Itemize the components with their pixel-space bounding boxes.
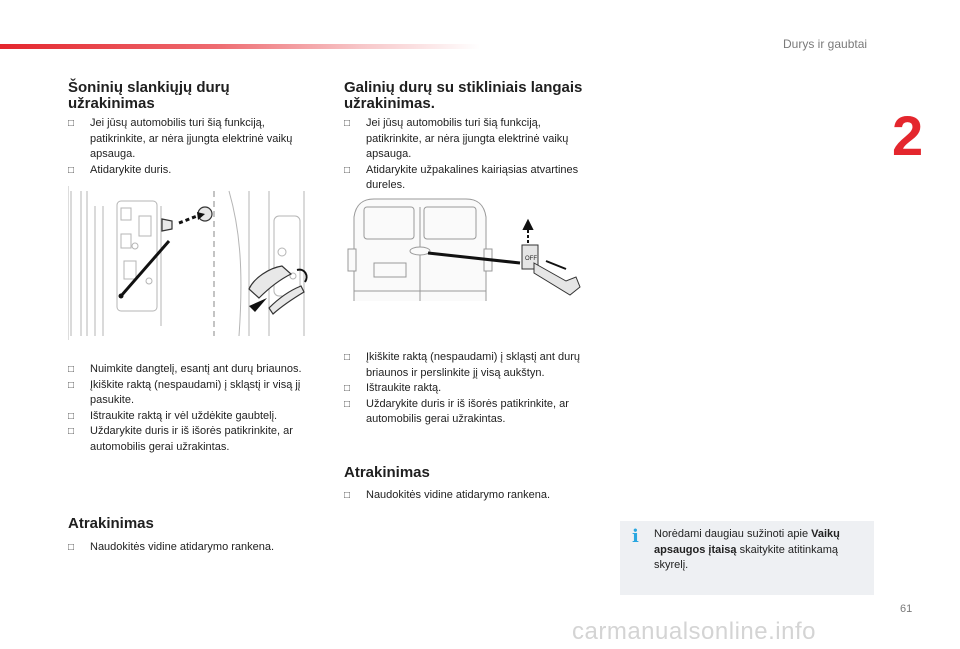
- list-item: □ Jei jūsų automobilis turi šią funkciją, patikrinkite, ar nėra įjungta elektrinė vaikų apsauga.: [68, 117, 293, 160]
- bullet-square-icon: □: [344, 352, 351, 363]
- header-accent-bar: [0, 44, 480, 49]
- list-item: □ Įkiškite raktą (nespaudami) į skląstį ant durų briaunos ir perslinkite jį visą aukštyn.: [344, 351, 580, 379]
- list-item: □ Atidarykite užpakalines kairiąsias atvartines dureles.: [344, 163, 579, 191]
- list-item: □ Atidarykite duris.: [68, 163, 318, 179]
- left-title: Šoninių slankiųjų durų užrakinimas: [68, 79, 230, 112]
- bullet-square-icon: □: [344, 398, 351, 410]
- middle-steps-list: [344, 350, 600, 428]
- list-item: □ Ištraukite raktą ir vėl uždėkite gaubtelį.: [68, 409, 326, 425]
- bullet-square-icon: □: [344, 383, 351, 394]
- bullet-square-icon: □: [68, 410, 75, 422]
- van-rear-drawing: [344, 197, 596, 303]
- bullet-square-icon: □: [344, 490, 351, 501]
- bullet-square-icon: □: [68, 426, 75, 437]
- list-item: □ Įkiškite raktą (nespaudami) į skląstį ir visą jį pasukite.: [68, 378, 301, 406]
- middle-title: Galinių durų su stikliniais langais užrakinimas.: [344, 79, 583, 112]
- left-intro-list: [68, 116, 318, 178]
- list-item: □ Naudokitės vidine atidarymo rankena.: [68, 540, 326, 556]
- lock-switch-label: OFF: [525, 256, 537, 262]
- sliding-door-drawing: [69, 186, 321, 340]
- section-title: Durys ir gaubtai: [783, 37, 868, 51]
- list-item: □ Ištraukite raktą.: [344, 381, 600, 397]
- bullet-square-icon: □: [68, 364, 75, 375]
- left-steps-list: [68, 362, 326, 455]
- middle-unlock-title: Atrakinimas: [344, 464, 430, 481]
- left-unlock-title: Atrakinimas: [68, 515, 154, 532]
- middle-unlock-list: [344, 488, 602, 504]
- list-item: □ Jei jūsų automobilis turi šią funkciją, patikrinkite, ar nėra įjungta elektrinė vaikų apsauga.: [344, 117, 569, 160]
- list-item: □ Uždarykite duris ir iš išorės patikrinkite, ar automobilis gerai užrakintas.: [344, 397, 569, 425]
- bullet-square-icon: □: [344, 164, 351, 176]
- bullet-square-icon: □: [68, 164, 75, 176]
- bullet-square-icon: □: [68, 118, 75, 129]
- list-item: □ Naudokitės vidine atidarymo rankena.: [344, 488, 602, 504]
- info-text: Norėdami daugiau sužinoti apie Vaikų apsaugos įtaisą skaitykite atitinkamą skyrelį.: [654, 528, 840, 571]
- list-item: □ Uždarykite duris ir iš išorės patikrinkite, ar automobilis gerai užrakintas.: [68, 425, 293, 453]
- left-unlock-list: [68, 540, 326, 556]
- watermark: carmanualsonline.info: [572, 618, 816, 645]
- chapter-number: 2: [892, 104, 924, 167]
- rear-door-lock-illustration: [344, 197, 596, 303]
- bullet-square-icon: □: [68, 542, 75, 553]
- bullet-square-icon: □: [68, 379, 75, 391]
- middle-intro-list: [344, 116, 594, 194]
- bullet-square-icon: □: [344, 118, 351, 129]
- list-item: □ Nuimkite dangtelį, esantį ant durų briaunos.: [68, 362, 326, 378]
- info-link-text: Vaikų apsaugos įtaisą: [654, 528, 840, 556]
- info-icon: i: [632, 526, 639, 547]
- sliding-door-lock-illustration: [68, 186, 321, 340]
- page-number: 61: [900, 603, 913, 615]
